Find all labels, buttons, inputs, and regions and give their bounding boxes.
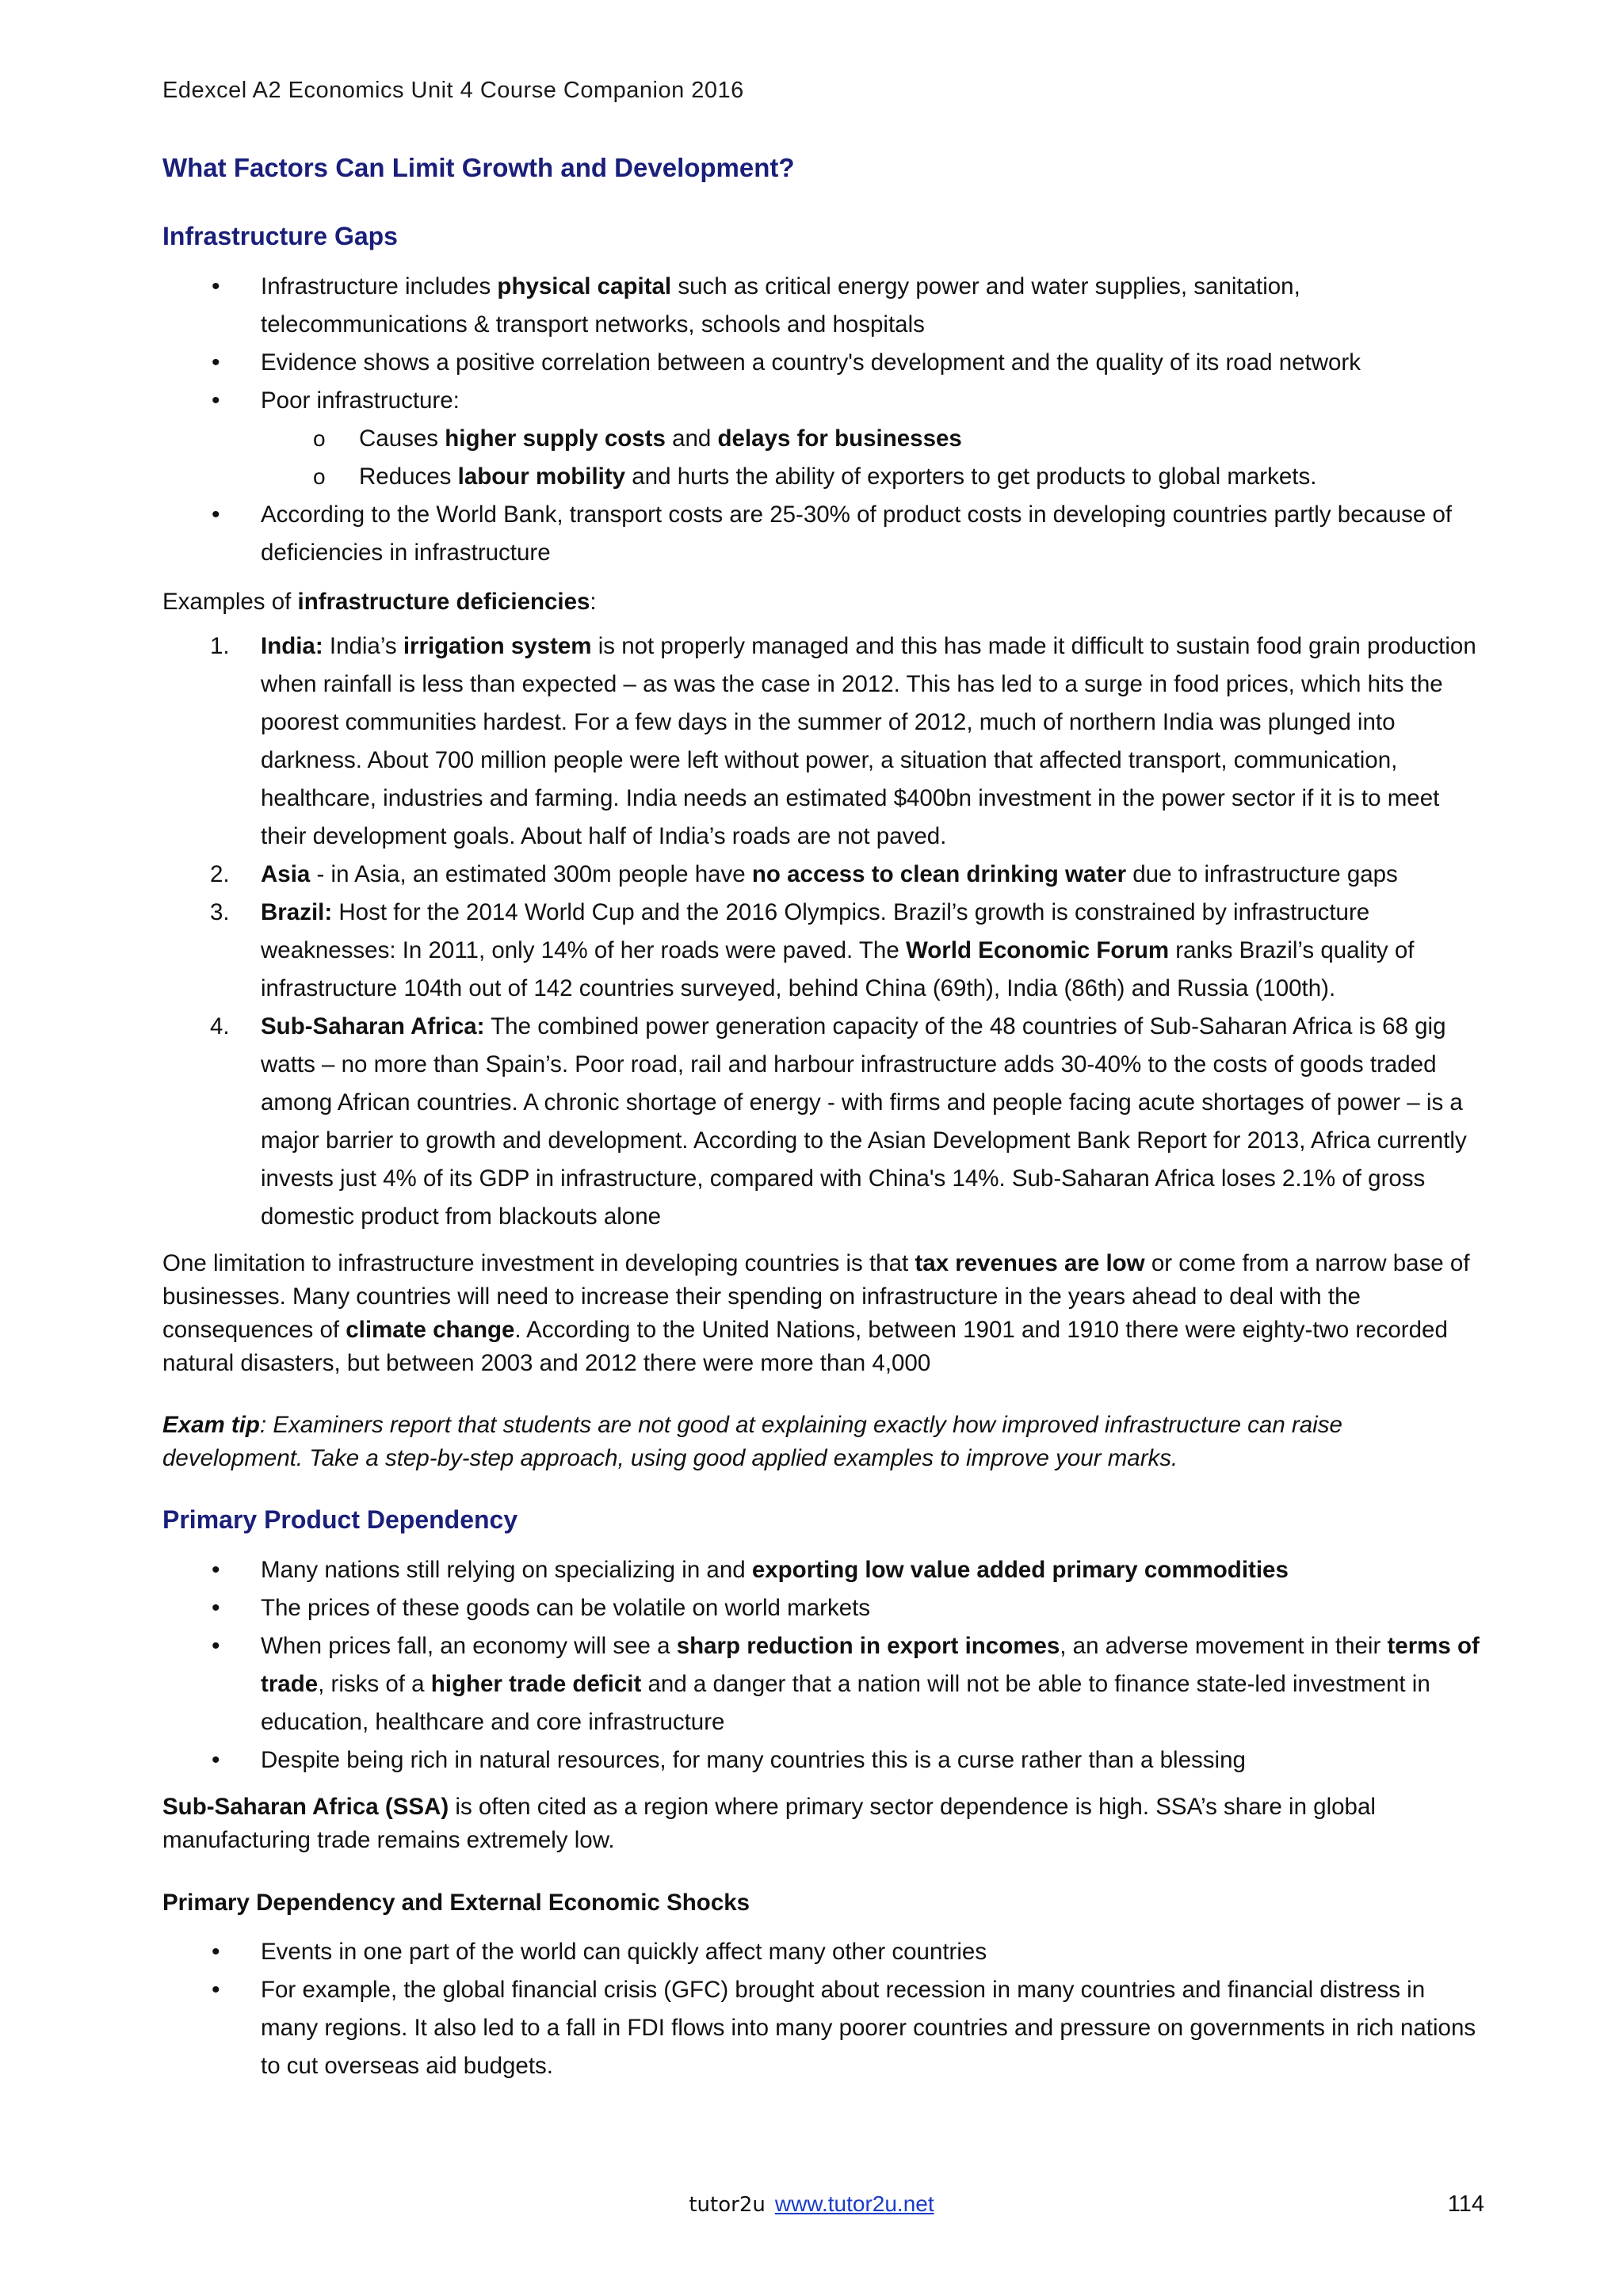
sub-list (261, 420, 1484, 496)
infrastructure-paragraph: One limitation to infrastructure investment in developing countries is that tax revenues are low or come from a narrow base of businesses. Many countries will need to increase their spending on infrastructure in the years ahead to deal with the consequences of climate change. According to the United Nations, between 1901 and 1910 there were eighty-two recorded natural disasters, but between 2003 and 2012 there were more than 4,000 (162, 1250, 1470, 1376)
list-item: • The prices of these goods can be volatile on world markets (162, 1589, 1484, 1627)
list-item: • Many nations still relying on specializing in and exporting low value added primary commodities (162, 1551, 1484, 1589)
section-heading-primary: Primary Product Dependency (162, 1505, 518, 1534)
running-header: Edexcel A2 Economics Unit 4 Course Companion 2016 (162, 78, 744, 103)
list-item: • According to the World Bank, transport costs are 25-30% of product costs in developing countries partly because of deficiencies in infrastructure (162, 496, 1484, 572)
list-item: • Evidence shows a positive correlation between a country's development and the quality of its road network (162, 344, 1484, 382)
numbered-item-asia: 2. Asia - in Asia, an estimated 300m people have no access to clean drinking water due to infrastructure gaps (210, 861, 1398, 887)
examples-list (162, 627, 1484, 1236)
section-heading-infrastructure: Infrastructure Gaps (162, 222, 398, 250)
shocks-bullets (162, 1933, 1484, 2085)
list-item: • For example, the global financial crisis (GFC) brought about recession in many countries and financial distress in many regions. It also led to a fall in FDI flows into many poorer countries and pressure on governments in rich nations to cut overseas aid budgets. (162, 1971, 1484, 2085)
page-title: What Factors Can Limit Growth and Development? (162, 153, 795, 182)
list-item: • Infrastructure includes physical capital such as critical energy power and water supplies, sanitation, telecommunications & transport networks, schools and hospitals (162, 268, 1484, 344)
sub-list-item: o Causes higher supply costs and delays for businesses (162, 420, 1484, 458)
list-item: • Events in one part of the world can quickly affect many other countries (162, 1933, 1484, 1971)
numbered-item-ssa: 4. Sub-Saharan Africa: The combined power generation capacity of the 48 countries of Sub-Saharan Africa is 68 gig watts – no more than Spain’s. Poor road, rail and harbour infrastructure adds 30-40% to the costs of goods traded among African countries. A chronic shortage of energy - with firms and people facing acute shortages of power – is a major barrier to growth and development. According to the Asian Development Bank Report for 2013, Africa currently invests just 4% of its GDP in infrastructure, compared with China's 14%. Sub-Saharan Africa loses 2.1% of gross domestic product from blackouts alone (210, 1013, 1467, 1230)
sub-list-item: o Reduces labour mobility and hurts the ability of exporters to get products to global markets. (162, 458, 1484, 496)
primary-bullets (162, 1551, 1484, 1779)
numbered-item-india: 1. India: India’s irrigation system is not properly managed and this has made it difficult to sustain food grain production when rainfall is less than expected – as was the case in 2012. This has led to a surge in food prices, which hits the poorest communities hardest. For a few days in the summer of 2012, much of northern India was plunged into darkness. About 700 million people were left without power, a situation that affected transport, communication, healthcare, industries and farming. India needs an estimated $400bn investment in the power sector if it is to meet their development goals. About half of India’s roads are not paved. (210, 633, 1476, 849)
section-heading-shocks: Primary Dependency and External Economic Shocks (162, 1890, 750, 1916)
list-item: • When prices fall, an economy will see a sharp reduction in export incomes, an adverse movement in their terms of trade, risks of a higher trade deficit and a danger that a nation will not be able to finance state-led investment in education, healthcare and core infrastructure (162, 1627, 1484, 1741)
numbered-item-brazil: 3. Brazil: Host for the 2014 World Cup and the 2016 Olympics. Brazil’s growth is constrained by infrastructure weaknesses: In 2011, only 14% of her roads were paved. The World Economic Forum ranks Brazil’s quality of infrastructure 104th out of 142 countries surveyed, behind China (69th), India (86th) and Russia (100th). (210, 899, 1415, 1001)
exam-tip: Exam tip: Examiners report that students are not good at explaining exactly how improved infrastructure can raise development. Take a step-by-step approach, using good applied examples to improve your marks. (162, 1412, 1342, 1471)
footer (0, 2191, 1623, 2217)
list-item: • Despite being rich in natural resources, for many countries this is a curse rather than a blessing (162, 1741, 1484, 1779)
website-link[interactable]: www.tutor2u.net (774, 2191, 934, 2216)
infrastructure-bullets (162, 268, 1484, 572)
list-item: • Poor infrastructure: o Causes higher supply costs and delays for businesses o Reduces labour mobility and hurts the ability of exporters to get products to global markets. (162, 382, 1484, 496)
ssa-paragraph: Sub-Saharan Africa (SSA) is often cited as a region where primary sector dependence is high. SSA’s share in global manufacturing trade remains extremely low. (162, 1794, 1376, 1853)
page-content (162, 149, 1484, 2096)
brand-name: tutor2u (689, 2193, 766, 2217)
examples-lead: Examples of infrastructure deficiencies: (162, 589, 597, 615)
page-number: 114 (1447, 2191, 1484, 2217)
